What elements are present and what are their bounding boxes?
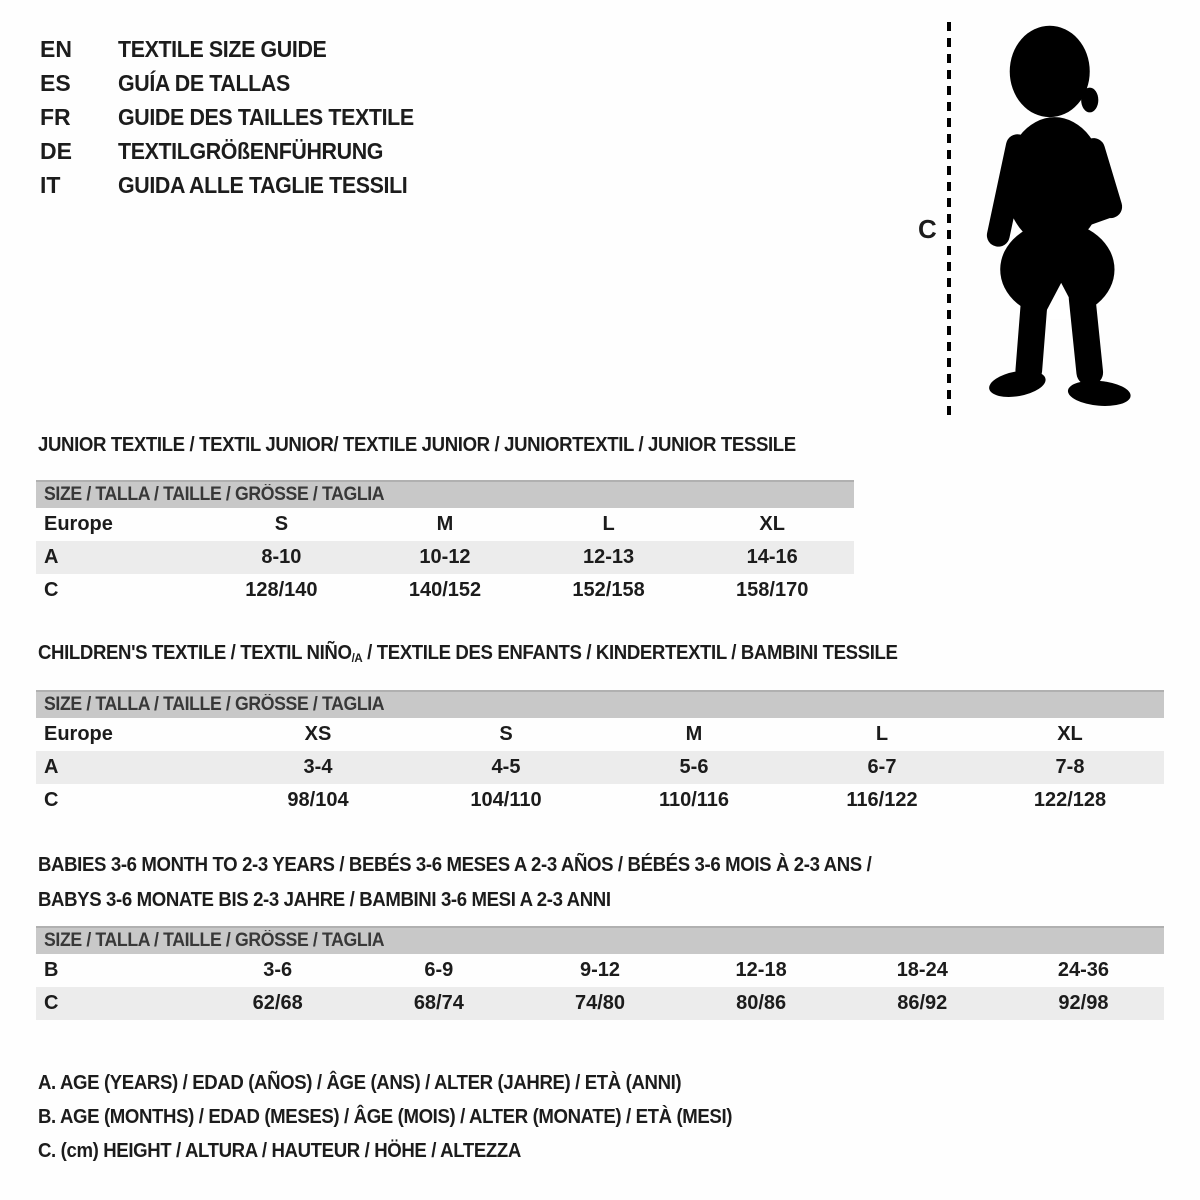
- lang-label-en: TEXTILE SIZE GUIDE: [118, 35, 327, 62]
- cell: 8-10: [200, 541, 364, 574]
- size-col-header: XL: [759, 513, 785, 535]
- cell: 98/104: [287, 789, 349, 811]
- region-label: Europe: [44, 513, 113, 535]
- size-header-bar: [36, 481, 854, 508]
- cell: 68/74: [358, 987, 519, 1020]
- measurement-legend: [38, 1066, 784, 1168]
- row-label: C: [44, 579, 59, 601]
- babies-section-title: BABIES 3-6 MONTH TO 2-3 YEARS / BEBÉS 3-6 MESES A 2-3 AÑOS / BÉBÉS 3-6 MOIS À 2-3 ANS / BABYS 3-6 MONATE BIS 2-3 JAHRE / BAMBINI 3-6 MESI A 2-3 ANNI: [38, 854, 872, 911]
- row-label: A: [36, 541, 200, 574]
- cell: 74/80: [519, 987, 680, 1020]
- cell: 14-16: [690, 541, 854, 574]
- children-size-table: [36, 690, 1164, 817]
- cell: 62/68: [197, 987, 358, 1020]
- legend-height: C. (cm) HEIGHT / ALTURA / HAUTEUR / HÖHE / ALTEZZA: [38, 1140, 521, 1162]
- age-years-row: [36, 751, 1164, 784]
- lang-row-it: [40, 168, 436, 202]
- cell: 3-4: [224, 751, 412, 784]
- cell: 7-8: [976, 751, 1164, 784]
- age-years-row: [36, 541, 854, 574]
- size-col-header: S: [499, 723, 513, 745]
- cell: 5-6: [600, 751, 788, 784]
- size-col-header: XS: [304, 723, 332, 745]
- babies-size-table: [36, 926, 1164, 1020]
- cell: 122/128: [1033, 789, 1107, 811]
- size-header-bar: [36, 691, 1164, 718]
- cell: 10-12: [363, 541, 527, 574]
- size-header-bar: [36, 927, 1164, 954]
- nino-a-subscript: /A: [351, 650, 363, 665]
- size-header-label: SIZE / TALLA / TAILLE / GRÖSSE / TAGLIA: [44, 930, 385, 951]
- cell: 104/110: [470, 789, 542, 811]
- lang-code-de: DE: [40, 137, 72, 164]
- cell: 18-24: [896, 959, 948, 981]
- europe-sizes-row: [36, 508, 854, 541]
- cell: 140/152: [408, 579, 482, 601]
- cell: 158/170: [736, 579, 809, 601]
- size-col-header: M: [436, 513, 454, 535]
- cell: 24-36: [1057, 959, 1109, 981]
- size-col-header: S: [274, 513, 289, 535]
- lang-code-fr: FR: [40, 103, 71, 130]
- height-cm-row: [36, 574, 854, 607]
- europe-sizes-row: [36, 718, 1164, 751]
- cell: 6-9: [424, 959, 454, 981]
- row-label: A: [36, 751, 224, 784]
- row-label: C: [44, 789, 59, 811]
- cell: 92/98: [1003, 987, 1164, 1020]
- row-label: C: [36, 987, 197, 1020]
- cell: 3-6: [263, 959, 293, 981]
- lang-label-de: TEXTILGRÖßENFÜHRUNG: [118, 137, 384, 164]
- lang-label-fr: GUIDE DES TAILLES TEXTILE: [118, 103, 414, 130]
- lang-code-en: EN: [40, 35, 72, 62]
- size-col-header: XL: [1057, 723, 1083, 745]
- cell: 128/140: [245, 579, 318, 601]
- legend-age-years: A. AGE (YEARS) / EDAD (AÑOS) / ÂGE (ANS) / ALTER (JAHRE) / ETÀ (ANNI): [38, 1072, 682, 1094]
- lang-code-it: IT: [40, 171, 61, 198]
- language-heading-block: [40, 32, 436, 202]
- age-months-row: [36, 954, 1164, 987]
- legend-age-months: B. AGE (MONTHS) / EDAD (MESES) / ÂGE (MOIS) / ALTER (MONATE) / ETÀ (MESI): [38, 1106, 733, 1128]
- row-label: B: [44, 959, 59, 981]
- size-col-header: L: [875, 723, 889, 745]
- height-dashed-line: [947, 22, 951, 416]
- lang-label-it: GUIDA ALLE TAGLIE TESSILI: [118, 171, 408, 198]
- lang-row-en: [40, 32, 436, 66]
- cell: 116/122: [846, 789, 918, 811]
- cell: 9-12: [579, 959, 620, 981]
- children-section-title: CHILDREN'S TEXTILE / TEXTIL $NIÑO_{/A}$ / TEXTILE DES ENFANTS / KINDERTEXTIL / BAMBINI TESSILE: [38, 642, 898, 665]
- region-label: Europe: [44, 723, 113, 745]
- cell: 110/116: [658, 789, 730, 811]
- cell: 80/86: [681, 987, 842, 1020]
- junior-size-table: [36, 480, 854, 607]
- cell: 86/92: [842, 987, 1003, 1020]
- height-measure-label: C: [918, 214, 937, 244]
- cell: 4-5: [412, 751, 600, 784]
- junior-section-title: JUNIOR TEXTILE / TEXTIL JUNIOR/ TEXTILE JUNIOR / JUNIORTEXTIL / JUNIOR TESSILE: [38, 434, 796, 456]
- lang-row-es: [40, 66, 436, 100]
- lang-code-es: ES: [40, 69, 71, 96]
- lang-row-de: [40, 134, 436, 168]
- cell: 152/158: [572, 579, 645, 601]
- size-header-label: SIZE / TALLA / TAILLE / GRÖSSE / TAGLIA: [44, 694, 385, 715]
- height-cm-row: [36, 784, 1164, 817]
- cell: 12-18: [735, 959, 787, 981]
- height-cm-row: [36, 987, 1164, 1020]
- size-col-header: M: [685, 723, 703, 745]
- cell: 12-13: [527, 541, 691, 574]
- cell: 6-7: [788, 751, 976, 784]
- lang-row-fr: [40, 100, 436, 134]
- lang-label-es: GUÍA DE TALLAS: [118, 69, 290, 96]
- size-col-header: L: [602, 513, 615, 535]
- size-header-label: SIZE / TALLA / TAILLE / GRÖSSE / TAGLIA: [44, 484, 385, 505]
- toddler-silhouette: [972, 20, 1137, 420]
